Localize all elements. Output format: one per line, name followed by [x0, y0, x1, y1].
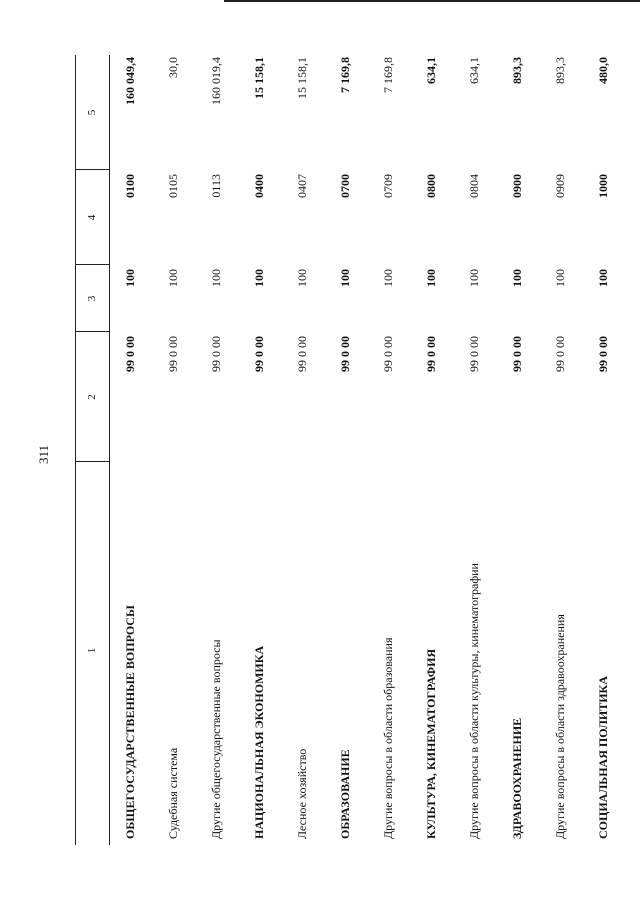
table-row [582, 55, 625, 845]
header-top-line [75, 55, 76, 845]
row-code-2: 99 0 00 [424, 336, 438, 372]
row-code-3: 100 [467, 269, 481, 287]
row-code-4: 0100 [123, 174, 137, 198]
row-name: КУЛЬТУРА, КИНЕМАТОГРАФИЯ [424, 648, 438, 839]
table-row [539, 55, 582, 845]
table-row [367, 55, 410, 845]
row-code-4: 0804 [467, 174, 481, 198]
row-code-3: 100 [123, 269, 137, 287]
header-col-3: 3 [86, 295, 98, 302]
row-value: 634,1 [467, 57, 481, 84]
row-code-3: 100 [510, 269, 524, 287]
table-row [195, 55, 238, 845]
header-col-1: 1 [86, 647, 98, 654]
header-divider [75, 169, 109, 170]
row-value: 160 019,4 [209, 57, 223, 105]
row-name: Другие общегосударственные вопросы [209, 639, 223, 839]
row-code-3: 100 [209, 269, 223, 287]
row-name: Судебная система [166, 747, 180, 839]
table-header-row [75, 55, 109, 845]
row-code-2: 99 0 00 [596, 336, 610, 372]
row-value: 893,3 [510, 57, 524, 84]
row-value: 15 158,1 [295, 57, 309, 99]
row-code-3: 100 [295, 269, 309, 287]
row-code-3: 100 [596, 269, 610, 287]
row-value: 7 169,8 [381, 57, 395, 93]
row-code-2: 99 0 00 [252, 336, 266, 372]
row-code-4: 0113 [209, 174, 223, 198]
row-code-4: 0400 [252, 174, 266, 198]
row-name: СОЦИАЛЬНАЯ ПОЛИТИКА [596, 676, 610, 839]
table-row [281, 55, 324, 845]
header-divider [75, 461, 109, 462]
table-row [496, 55, 539, 845]
row-value: 160 049,4 [123, 57, 137, 105]
row-code-2: 99 0 00 [123, 336, 137, 372]
row-value: 7 169,8 [338, 57, 352, 93]
row-code-3: 100 [338, 269, 352, 287]
page-number: 311 [36, 444, 51, 464]
row-code-2: 99 0 00 [553, 336, 567, 372]
row-code-2: 99 0 00 [467, 336, 481, 372]
row-code-4: 0700 [338, 174, 352, 198]
row-code-3: 100 [166, 269, 180, 287]
header-col-4: 4 [86, 214, 98, 221]
row-code-4: 0709 [381, 174, 395, 198]
row-code-4: 0105 [166, 174, 180, 198]
top-rule [224, 0, 640, 2]
row-code-2: 99 0 00 [338, 336, 352, 372]
table-row [324, 55, 367, 845]
row-name: Лесное хозяйство [295, 748, 309, 839]
row-code-4: 1000 [596, 174, 610, 198]
row-name: Другие вопросы в области культуры, кинематографии [467, 563, 481, 839]
row-code-2: 99 0 00 [209, 336, 223, 372]
table-row [109, 55, 152, 845]
row-code-3: 100 [381, 269, 395, 287]
row-code-3: 100 [252, 269, 266, 287]
row-code-3: 100 [424, 269, 438, 287]
header-divider [75, 331, 109, 332]
row-name: Другие вопросы в области образования [381, 637, 395, 839]
row-value: 893,3 [553, 57, 567, 84]
row-code-4: 0800 [424, 174, 438, 198]
budget-table-body [75, 55, 625, 845]
row-name: ОБЩЕГОСУДАРСТВЕННЫЕ ВОПРОСЫ [123, 605, 137, 839]
table-row [410, 55, 453, 845]
row-value: 30,0 [166, 57, 180, 78]
row-code-2: 99 0 00 [510, 336, 524, 372]
row-value: 634,1 [424, 57, 438, 84]
table-row [453, 55, 496, 845]
budget-table [75, 55, 625, 845]
row-value: 15 158,1 [252, 57, 266, 99]
header-col-2: 2 [86, 394, 98, 400]
row-code-4: 0407 [295, 174, 309, 198]
header-col-5: 5 [86, 109, 98, 116]
row-code-2: 99 0 00 [381, 336, 395, 372]
row-name: ЗДРАВООХРАНЕНИЕ [510, 717, 524, 839]
row-code-4: 0900 [510, 174, 524, 198]
header-divider [75, 264, 109, 265]
table-row [238, 55, 281, 845]
row-name: ОБРАЗОВАНИЕ [338, 749, 352, 839]
row-code-3: 100 [553, 269, 567, 287]
table-row [152, 55, 195, 845]
row-code-4: 0909 [553, 174, 567, 198]
row-name: НАЦИОНАЛЬНАЯ ЭКОНОМИКА [252, 645, 266, 839]
row-name: Другие вопросы в области здравоохранения [553, 614, 567, 839]
row-value: 480,0 [596, 57, 610, 84]
row-code-2: 99 0 00 [295, 336, 309, 372]
row-code-2: 99 0 00 [166, 336, 180, 372]
